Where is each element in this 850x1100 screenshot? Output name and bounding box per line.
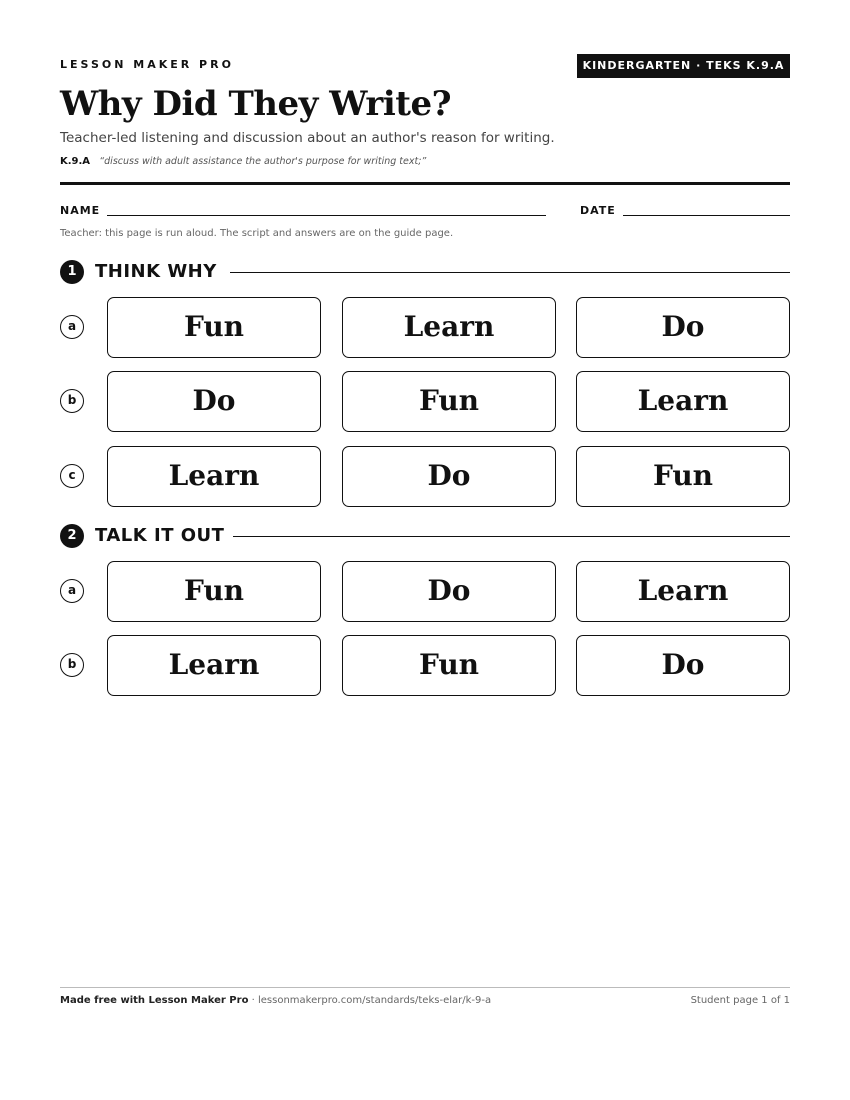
header-divider bbox=[60, 182, 790, 185]
name-field[interactable] bbox=[107, 215, 546, 216]
choice-card[interactable]: Learn bbox=[576, 561, 790, 622]
choice-card[interactable]: Learn bbox=[342, 297, 556, 358]
section-talk-it-out bbox=[60, 524, 790, 548]
section-divider bbox=[230, 272, 790, 273]
question-row bbox=[60, 635, 790, 697]
section-think-why bbox=[60, 260, 790, 284]
choice-card[interactable]: Do bbox=[342, 561, 556, 622]
date-label: DATE bbox=[580, 204, 616, 217]
row-letter: b bbox=[60, 389, 84, 413]
section-number: 1 bbox=[60, 260, 84, 284]
question-row bbox=[60, 446, 790, 508]
question-row bbox=[60, 297, 790, 359]
choice-card[interactable]: Fun bbox=[342, 635, 556, 696]
choice-card[interactable]: Do bbox=[107, 371, 321, 432]
page-title: Why Did They Write? bbox=[60, 84, 451, 124]
date-field[interactable] bbox=[623, 215, 790, 216]
choice-card[interactable]: Learn bbox=[107, 446, 321, 507]
teacher-note: Teacher: this page is run aloud. The script and answers are on the guide page. bbox=[60, 228, 454, 239]
row-letter: c bbox=[60, 464, 84, 488]
footer-page-info: Student page 1 of 1 bbox=[690, 995, 790, 1006]
brand-name: LESSON MAKER PRO bbox=[60, 58, 234, 71]
footer-separator: · bbox=[248, 995, 258, 1006]
row-letter: a bbox=[60, 579, 84, 603]
section-divider bbox=[233, 536, 790, 537]
row-letter: b bbox=[60, 653, 84, 677]
choice-card[interactable]: Fun bbox=[107, 561, 321, 622]
footer-divider bbox=[60, 987, 790, 988]
footer-credit bbox=[60, 995, 491, 1006]
choice-card[interactable]: Fun bbox=[107, 297, 321, 358]
standard-line bbox=[60, 156, 426, 167]
footer-url-link[interactable]: lessonmakerpro.com/standards/teks-elar/k-9-a bbox=[257, 995, 492, 1006]
section-title: TALK IT OUT bbox=[95, 525, 225, 546]
grade-standard-badge: KINDERGARTEN · TEKS K.9.A bbox=[577, 54, 790, 78]
question-row bbox=[60, 371, 790, 433]
section-number: 2 bbox=[60, 524, 84, 548]
section-title: THINK WHY bbox=[95, 261, 217, 282]
choice-card[interactable]: Fun bbox=[342, 371, 556, 432]
page-subtitle: Teacher-led listening and discussion about an author's reason for writing. bbox=[60, 130, 555, 146]
row-letter: a bbox=[60, 315, 84, 339]
standard-text: “discuss with adult assistance the author's purpose for writing text;” bbox=[99, 156, 427, 167]
choice-card[interactable]: Learn bbox=[576, 371, 790, 432]
footer-made-with: Made free with Lesson Maker Pro bbox=[60, 995, 249, 1006]
choice-card[interactable]: Learn bbox=[107, 635, 321, 696]
choice-card[interactable]: Do bbox=[342, 446, 556, 507]
choice-card[interactable]: Fun bbox=[576, 446, 790, 507]
question-row bbox=[60, 561, 790, 623]
choice-card[interactable]: Do bbox=[576, 297, 790, 358]
name-label: NAME bbox=[60, 204, 101, 217]
standard-code: K.9.A bbox=[60, 156, 91, 167]
choice-card[interactable]: Do bbox=[576, 635, 790, 696]
